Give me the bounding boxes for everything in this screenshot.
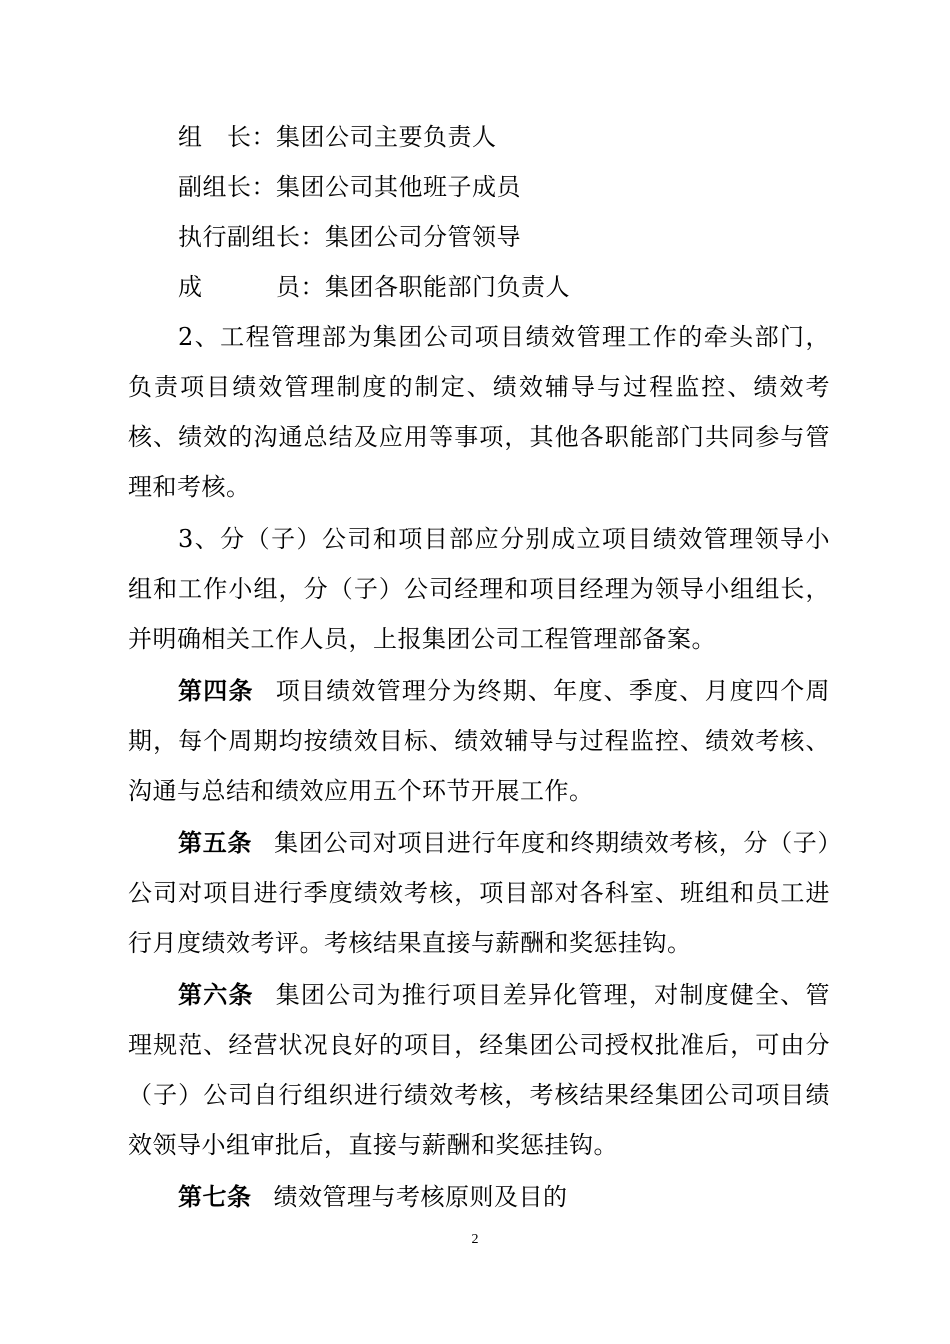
roster-label: 成 员： [178,273,325,301]
roster-deputy-leader [128,162,830,212]
article-6 [128,970,830,1170]
roster-label: 组 长： [178,123,276,151]
paragraph-item-2: 2、工程管理部为集团公司项目绩效管理工作的牵头部门，负责项目绩效管理制度的制定、绩效辅导与过程监控、绩效考核、绩效的沟通总结及应用等事项，其他各职能部门共同参与管理和考核。 [128,323,830,501]
article-title: 第六条 [178,980,254,1009]
article-title: 第五条 [178,828,253,857]
roster-text: 集团公司分管领导 [325,223,521,251]
page-number: 2 [471,1232,479,1247]
article-text: 项目绩效管理分为终期、年度、季度、月度四个周期，每个周期均按绩效目标、绩效辅导与过程监控、绩效考核、沟通与总结和绩效应用五个环节开展工作。 [128,677,830,805]
roster-leader [128,112,830,162]
article-4 [128,666,830,816]
roster-label: 执行副组长： [178,223,325,251]
roster-label: 副组长： [178,173,276,201]
document-body [128,112,830,1222]
roster-text: 集团公司主要负责人 [276,123,497,151]
article-title: 第四条 [178,676,254,705]
roster-text: 集团公司其他班子成员 [276,173,521,201]
article-5 [128,818,830,968]
article-text: 集团公司为推行项目差异化管理，对制度健全、管理规范、经营状况良好的项目，经集团公司授权批准后，可由分（子）公司自行组织进行绩效考核，考核结果经集团公司项目绩效领导小组审批后，直接与薪酬和奖惩挂钩。 [128,981,830,1159]
article-7 [128,1172,830,1222]
paragraph-item-3: 3、分（子）公司和项目部应分别成立项目绩效管理领导小组和工作小组，分（子）公司经理和项目经理为领导小组组长，并明确相关工作人员，上报集团公司工程管理部备案。 [128,525,830,653]
roster-executive-deputy [128,212,830,262]
article-text: 集团公司对项目进行年度和终期绩效考核，分（子）公司对项目进行季度绩效考核，项目部对各科室、班组和员工进行月度绩效考评。考核结果直接与薪酬和奖惩挂钩。 [128,829,831,957]
article-text: 绩效管理与考核原则及目的 [273,1183,568,1211]
roster-text: 集团各职能部门负责人 [325,273,570,301]
article-title: 第七条 [178,1182,252,1211]
roster-members [128,262,830,312]
